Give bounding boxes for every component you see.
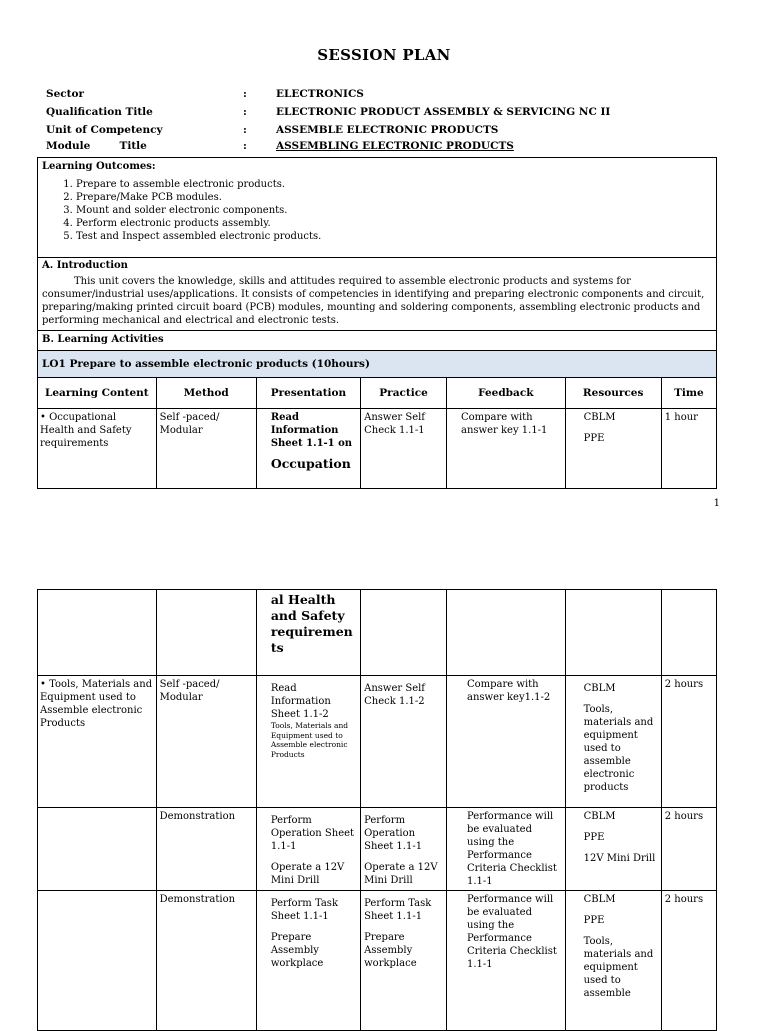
list-item: 4. Perform electronic products assembly. bbox=[76, 217, 712, 230]
resources-cell bbox=[565, 676, 661, 808]
feedback-cell: Compare with answer key1.1-2 bbox=[447, 676, 566, 808]
resource-item: PPE bbox=[583, 915, 605, 926]
presentation-text: Read Information Sheet 1.1-2 bbox=[270, 683, 331, 720]
module-label: Module Title bbox=[46, 140, 147, 152]
time-cell: 1 hour bbox=[661, 409, 716, 489]
resource-item: PPE bbox=[583, 832, 605, 843]
practice-cell: Answer Self Check 1.1-1 bbox=[361, 409, 447, 489]
practice-cell bbox=[361, 808, 447, 891]
time-cell: 2 hours bbox=[661, 891, 716, 1031]
list-item: 1. Prepare to assemble electronic products. bbox=[76, 178, 712, 191]
presentation-cell bbox=[256, 590, 360, 676]
activities-table-page1 bbox=[37, 377, 717, 489]
sector-label: Sector bbox=[46, 88, 85, 100]
document-title: SESSION PLAN bbox=[317, 46, 451, 64]
table-row bbox=[38, 409, 717, 489]
presentation-continued-text: al Health and Safety requiremen ts bbox=[270, 592, 353, 655]
resource-item: CBLM bbox=[583, 683, 616, 694]
practice-text: Perform Operation Sheet 1.1-1 bbox=[364, 815, 423, 852]
practice-cell bbox=[361, 891, 447, 1031]
presentation-cell bbox=[256, 409, 360, 489]
learning-outcomes-box bbox=[37, 157, 717, 258]
table-row bbox=[38, 891, 717, 1031]
module-colon: : bbox=[243, 140, 247, 152]
resources-cell bbox=[565, 590, 661, 676]
list-item: 5. Test and Inspect assembled electronic products. bbox=[76, 230, 712, 243]
learning-content-cell: • Tools, Materials and Equipment used to Assemble electronic Products bbox=[38, 676, 157, 808]
resource-item: PPE bbox=[583, 433, 605, 444]
time-cell: 2 hours bbox=[661, 808, 716, 891]
presentation-cell bbox=[256, 808, 360, 891]
practice-cell bbox=[361, 676, 447, 808]
sector-value: ELECTRONICS bbox=[276, 88, 364, 100]
learning-activities-box bbox=[37, 330, 717, 351]
practice-text: Answer Self Check 1.1-2 bbox=[364, 683, 426, 707]
column-header: Presentation bbox=[256, 378, 360, 409]
presentation-text: Perform Task Sheet 1.1-1 bbox=[270, 898, 338, 922]
resource-item: Tools, materials and equipment used to assemble electronic products bbox=[583, 704, 654, 793]
method-cell: Self -paced/ Modular bbox=[156, 409, 256, 489]
practice-text: Perform Task Sheet 1.1-1 bbox=[364, 898, 432, 922]
qualification-label: Qualification Title bbox=[46, 106, 153, 118]
list-item: 3. Mount and solder electronic components. bbox=[76, 204, 712, 217]
column-header: Feedback bbox=[447, 378, 566, 409]
feedback-cell: Performance will be evaluated using the Performance Criteria Checklist 1.1-1 bbox=[447, 808, 566, 891]
column-header: Learning Content bbox=[38, 378, 157, 409]
unit-label: Unit of Competency bbox=[46, 124, 163, 136]
column-header: Resources bbox=[565, 378, 661, 409]
resources-cell bbox=[565, 409, 661, 489]
method-cell bbox=[156, 590, 256, 676]
time-cell: 2 hours bbox=[661, 676, 716, 808]
presentation-cell bbox=[256, 676, 360, 808]
feedback-cell: Performance will be evaluated using the Performance Criteria Checklist 1.1-1 bbox=[447, 891, 566, 1031]
resources-cell bbox=[565, 808, 661, 891]
resource-item: CBLM bbox=[583, 412, 616, 423]
introduction-box bbox=[37, 257, 717, 331]
unit-colon: : bbox=[243, 124, 247, 136]
resource-item: CBLM bbox=[583, 894, 616, 905]
resource-item: 12V Mini Drill bbox=[583, 853, 656, 864]
presentation-text: Prepare Assembly workplace bbox=[270, 932, 324, 969]
unit-value: ASSEMBLE ELECTRONIC PRODUCTS bbox=[276, 124, 499, 136]
qualification-value: ELECTRONIC PRODUCT ASSEMBLY & SERVICING NC II bbox=[276, 106, 611, 118]
column-header: Practice bbox=[361, 378, 447, 409]
presentation-text: Read Information Sheet 1.1-1 on bbox=[270, 412, 353, 449]
column-header: Method bbox=[156, 378, 256, 409]
practice-text: Operate a 12V Mini Drill bbox=[364, 862, 438, 886]
learning-outcomes-heading: Learning Outcomes: bbox=[42, 161, 156, 172]
practice-cell bbox=[361, 590, 447, 676]
learning-content-cell bbox=[38, 891, 157, 1031]
feedback-cell: Compare with answer key 1.1-1 bbox=[447, 409, 566, 489]
learning-activities-heading: B. Learning Activities bbox=[42, 334, 164, 345]
activities-table-page2 bbox=[37, 589, 717, 1031]
resource-item: Tools, materials and equipment used to assemble bbox=[583, 936, 654, 999]
practice-text: Prepare Assembly workplace bbox=[364, 932, 417, 969]
learning-outcomes-list bbox=[42, 178, 712, 243]
table-header-row bbox=[38, 378, 717, 409]
resource-item: CBLM bbox=[583, 811, 616, 822]
time-cell bbox=[661, 590, 716, 676]
module-value: ASSEMBLING ELECTRONIC PRODUCTS bbox=[276, 140, 514, 152]
table-row bbox=[38, 676, 717, 808]
list-item: 2. Prepare/Make PCB modules. bbox=[76, 191, 712, 204]
column-header: Time bbox=[661, 378, 716, 409]
learning-content-cell bbox=[38, 808, 157, 891]
presentation-continued-text: Occupation bbox=[270, 456, 351, 471]
presentation-cell bbox=[256, 891, 360, 1031]
introduction-heading: A. Introduction bbox=[42, 260, 128, 271]
feedback-cell bbox=[447, 590, 566, 676]
resources-cell bbox=[565, 891, 661, 1031]
learning-content-cell: • Occupational Health and Safety requirements bbox=[38, 409, 157, 489]
learning-content-cell bbox=[38, 590, 157, 676]
method-cell: Demonstration bbox=[156, 808, 256, 891]
presentation-text: Perform Operation Sheet 1.1-1 bbox=[270, 815, 355, 852]
page-number: 1 bbox=[713, 498, 720, 509]
sector-colon: : bbox=[243, 88, 247, 100]
table-row bbox=[38, 808, 717, 891]
method-cell: Demonstration bbox=[156, 891, 256, 1031]
lo1-heading: LO1 Prepare to assemble electronic products (10hours) bbox=[37, 350, 717, 378]
presentation-text: Operate a 12V Mini Drill bbox=[270, 862, 345, 886]
presentation-topic: Tools, Materials and Equipment used to Assemble electronic Products bbox=[270, 721, 349, 759]
introduction-text: This unit covers the knowledge, skills and attitudes required to assemble electronic products and systems for consumer/industrial uses/applications. It consists of competencies in identifying and preparing electronic components and circuit, preparing/making printed circuit board (PCB) modules, mounting and soldering components, assembling electronic products and performing mechanical and electrical and electronic tests. bbox=[42, 276, 705, 326]
qualification-colon: : bbox=[243, 106, 247, 118]
table-row bbox=[38, 590, 717, 676]
method-cell: Self -paced/ Modular bbox=[156, 676, 256, 808]
